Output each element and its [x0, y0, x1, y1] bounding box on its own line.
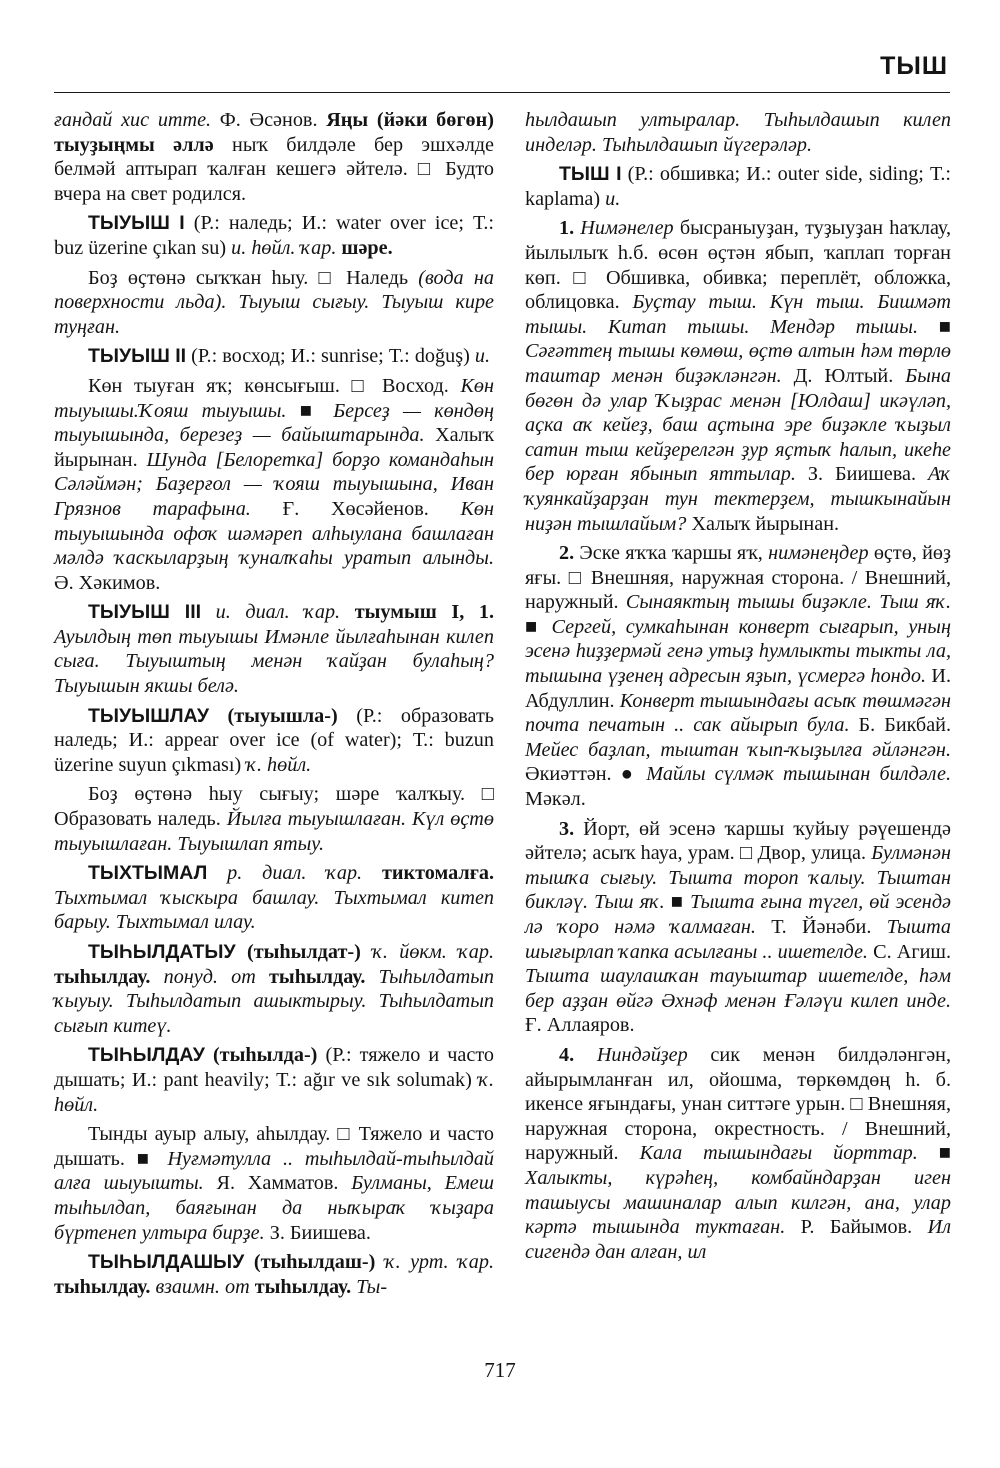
left-column-paragraph: ғандай хис итте. Ф. Әсәнов. Яңы (йәки бөгөн) тыуҙыңмы әллә ныҡ билдәле бер эшхәлде белмәй аптырап ҡалған кешегә әйтелә. □ Будто вчера на свет родился. [54, 109, 494, 205]
left-column-paragraph: Көн тыуған яҡ; көнсығыш. □ Восход. Көн тыуышы.Ҡояш тыуышы. ■ Берсеҙ — көндөң тыуышында, березеҙ — байыштарында. Халыҡ йырынан. Шунда [Белоретка] борҙо командаһын Сәләймән; Баҙерғол — ҡояш тыуышына, Иван Грязнов тарафына. Ғ. Хөсәйенов. Көн тыуышында офоҡ шәмәреп алһыулана башлаған мәлдә ҡаскыларҙың ҡуналҡаһы уратып алынды. Ә. Хәкимов. [54, 374, 495, 594]
left-column-paragraph: Боҙ өҫтөнә сыҡҡан һыу. □ Наледь (вода на поверхности льда). Тыуыш сығыу. Тыуыш кире туңған. [54, 266, 494, 338]
left-column-paragraph: ТЫҺЫЛДАТЫУ (тыһылдат-) ҡ. йөкм. ҡар. тыһылдау. понуд. от тыһылдау. Тыһылдатып ҡыуыу. Тыһылдатып ашыктырыу. Тыһылдатып сығып китеү. [54, 941, 495, 1037]
left-column-paragraph: ТЫУЫШ III и. диал. ҡар. тыумыш I, 1. Ауылдың төп тыуышы Имәнле йылғаһынан килеп сыға. Тыуыштың менән ҡайҙан булаһың? Тыуышын якшы белә. [54, 601, 494, 698]
right-column-paragraph: 4. Ниндәйҙер сик менән билдәләнгән, айырымланған ил, ойошма, төркөмдөң һ. б. икенсе яғындағы, унан ситтәге урын. □ Внешняя, наружная сторона, окрестность. / Внешний, наружный. Кала тышындағы йорттар. ■ Халыкты, күрәһең, комбайндарҙан иген ташыусы машиналар алып килгән, ана, улар кәртә тышында туктаған. Р. Байымов. Ил сигендә дан алған, ил [525, 1043, 952, 1263]
right-column-paragraph: һылдашып ултыралар. Тыһылдашып килеп инделәр. Тыһылдашып йүгерәләр. [525, 109, 951, 156]
running-head: ТЫШ [880, 52, 948, 80]
right-column-paragraph: 1. Нимәнелер бысраныуҙан, туҙыуҙан һаҡлау, йылылыҡ һ.б. өсөн өҫтән ябып, ҡаплап торған көп. □ Обшивка, обивка; переплёт, обложка, облицовка. Буҫтау тыш. Күн тыш. Бишмәт тышы. Китап тышы. Мендәр тышы. ■ Сәғәттең тышы көмөш, өҫтө алтын һәм төрлө таштар менән биҙәкләнгән. Д. Юлтый. Бына бөгөн дә улар Ҡыҙрас менән [Юлдаш] икәүләп, аҫка аҡ кейеҙ, баш аҫтына эре биҙәкле ҡыҙыл сатин тыш кейҙерелгән ҙур яҫтыҡ һалып, икеһе бер юрған ябынып яттылар. З. Биишева. Аҡ ҡуянкайҙарҙан тун тектерҙем, тышкынайын ниҙән тышлайым? Халыҡ йырынан. [525, 217, 951, 535]
left-column-paragraph: ТЫУЫШ II (Р.: восход; И.: sunrise; Т.: doğuş) и. [88, 345, 490, 368]
right-column-paragraph: 2. Эске яҡҡа ҡаршы яҡ, нимәнеңдер өҫтө, йөҙ яғы. □ Внешняя, наружная сторона. / Внешний, наружный. Сынаяктың тышы биҙәкле. Тыш яҡ. ■ Сергей, сумкаһынан конверт сығарып, уның эсенә һиҙҙермәй генә утыҙ һумлыкты тыкты ла, тышына үҙенең адресын яҙып, үсмергә һондо. И. Абдуллин. Конверт тышындағы асыҡ төшмәгән почта печатын .. сак айырып була. Б. Бикбай. Мейес баҙлап, тыштан ҡып-ҡыҙылға әйләнгән. Әкиәттән. ● Майлы сүлмәк тышынан билдәле. Мәкәл. [525, 542, 952, 811]
right-column-paragraph: 3. Йорт, өй эсенә ҡаршы ҡуйыу рәүешендә әйтелә; асыҡ һауа, урам. □ Двор, улица. Булмәнән тышҡа сығыу. Тышта тороп ҡалыу. Тыштан бикләү. Тыш яҡ. ■ Тышта ғына түгел, өй эсендә лә ҡоро нәмә ҡалмаған. Т. Йәнәби. Тышта шығырлап ҡапка асылғаны .. ишетелде. С. Агиш. Тышта шаулашҡан тауыштар ишетелде, һәм бер аҙҙан өйгә Әхнәф менән Ғәләүи килеп инде. Ғ. Аллаяров. [525, 817, 952, 1037]
left-column-paragraph: ТЫҺЫЛДАШЫУ (тыһылдаш-) ҡ. урт. ҡар. тыһылдау. взаимн. от тыһылдау. Ты- [54, 1251, 495, 1298]
left-column [54, 108, 494, 1304]
header-rule [54, 92, 950, 93]
left-column-paragraph: ТЫУЫШЛАУ (тыуышла-) (Р.: образовать наледь; И.: appear over ice (of water); Т.: buzun üzerine suyun çıkması) ҡ. һөйл. [54, 704, 495, 776]
page-number: 717 [484, 1358, 516, 1382]
left-column-paragraph: ТЫҺЫЛДАУ (тыһылда-) (Р.: тяжело и часто дышать; И.: pant heavily; Т.: ağır ve sık solumak) ҡ. һөйл. [54, 1044, 495, 1116]
right-column-paragraph: ТЫШ I (Р.: обшивка; И.: outer side, siding; Т.: kaplama) и. [525, 163, 951, 210]
left-column-paragraph: ТЫХТЫМАЛ р. диал. ҡар. тиктомалға. Тыхтымал ҡыскыра башлау. Тыхтымал китеп барыу. Тыхтымал илау. [54, 862, 495, 934]
left-column-paragraph: Боҙ өҫтөнә һыу сығыу; шәре ҡалҡыу. □ Образовать наледь. Йылға тыуышлаған. Күл өҫтө тыуышлаған. Тыуышлап ятыу. [54, 783, 494, 855]
right-column [525, 108, 951, 1269]
left-column-paragraph: ТЫУЫШ I (Р.: наледь; И.: water over ice; Т.: buz üzerine çıkan su) и. һөйл. ҡар. шәре. [54, 212, 494, 259]
left-column-paragraph: Тынды ауыр алыу, аһылдау. □ Тяжело и часто дышать. ■ Нуғмәтулла .. тыһылдай-тыһылдай алға шыуышты. Я. Хамматов. Булманы, Емеш тыһылдап, баяғынан да ныҡыраҡ ҡыҙара бүртенеп ултыра бирҙе. З. Биишева. [54, 1123, 495, 1244]
